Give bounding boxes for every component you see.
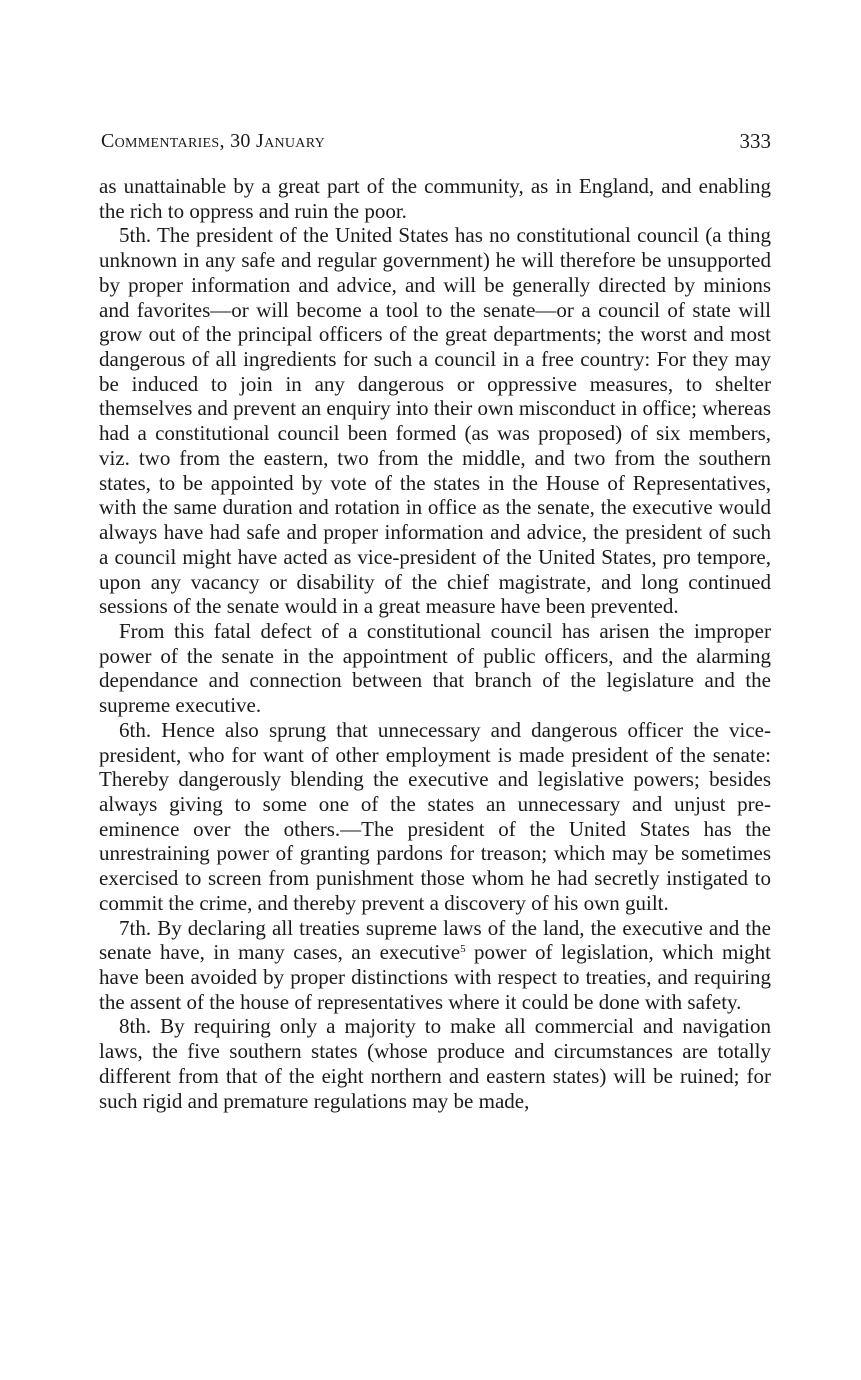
paragraph-fatal-defect: From this fatal defect of a constitutional council has arisen the improper power of the senate in the appointment of public officers, and the alarming dependance and connection between that branch of the legislature and the supreme executive. xyxy=(99,618,771,718)
paragraph-continuation: as unattainable by a great part of the community, as in England, and enabling the rich to oppress and ruin the poor. xyxy=(99,174,771,223)
footnote-marker: 5 xyxy=(460,943,466,956)
paragraph-5th: 5th. The president of the United States has no constitutional council (a thing unknown in any safe and regular government) he will therefore be unsupported by proper information and advice, and will be generally directed by minions and favorites—or will become a tool to the senate—or a council of state will grow out of the principal officers of the great departments; the worst and most dangerous of all ingredients for such a council in a free country: For they may be induced to join in any dangerous or oppressive measures, to shelter themselves and prevent an enquiry into their own misconduct in office; whereas had a constitutional council been formed (as was proposed) of six members, viz. two from the eastern, two from the middle, and two from the southern states, to be appointed by vote of the states in the House of Representatives, with the same duration and rotation in office as the senate, the executive would always have had safe and proper information and advice, the president of such a council might have acted as vice-president of the United States, pro tempore, upon any vacancy or disability of the chief magistrate, and long continued sessions of the senate would in a great measure have been prevented. xyxy=(99,223,771,619)
paragraph-7th-text-before: 7th. By declaring all treaties supreme laws of the land, the executive and the senate have, in many cases, an executive xyxy=(99,915,771,965)
body-text xyxy=(99,174,771,1113)
running-head-title: Commentaries, 30 January xyxy=(101,130,325,152)
paragraph-8th: 8th. By requiring only a majority to make all commercial and navigation laws, the five southern states (whose produce and circumstances are totally different from that of the eight northern and eastern states) will be ruined; for such rigid and premature regulations may be made, xyxy=(99,1014,771,1113)
page-number: 333 xyxy=(739,129,771,153)
paragraph-7th-text-after: power of legislation, which might have been avoided by proper distinctions with respect to treaties, and requiring the assent of the house of representatives where it could be done with safety. xyxy=(99,940,771,1014)
running-head xyxy=(101,127,771,155)
paragraph-6th: 6th. Hence also sprung that unnecessary and dangerous officer the vice-president, who for want of other employment is made president of the senate: Thereby dangerously blending the executive and legislative powers; besides always giving to some one of the states an unnecessary and unjust pre-eminence over the others.—The president of the United States has the unrestraining power of granting pardons for treason; which may be sometimes exercised to screen from punishment those whom he had secretly instigated to commit the crime, and thereby prevent a discovery of his own guilt. xyxy=(99,717,771,915)
paragraph-7th xyxy=(99,916,771,1015)
